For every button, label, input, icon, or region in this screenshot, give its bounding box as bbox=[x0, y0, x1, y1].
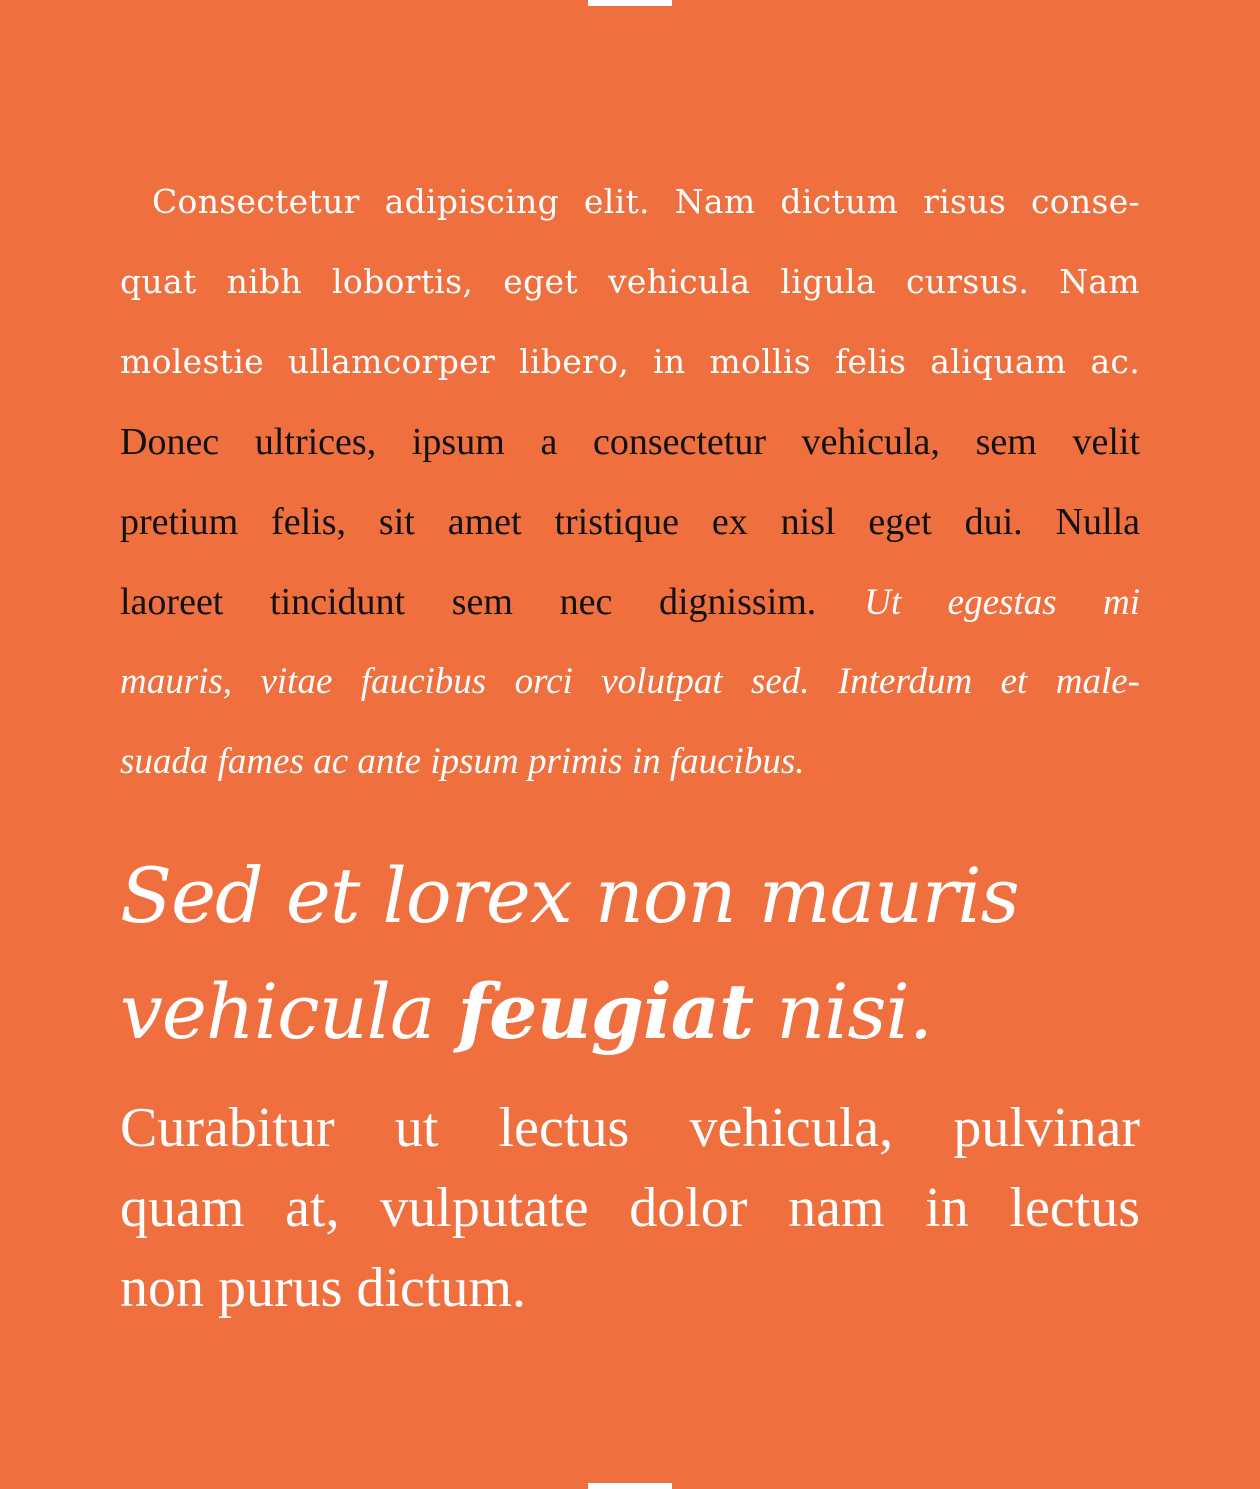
italic-text: suada fames ac ante ipsum primis in faucibus. bbox=[120, 741, 805, 782]
light-text: Consectetur adipiscing elit. Nam dictum risus conse- bbox=[152, 182, 1140, 221]
bottom-edge-marker bbox=[588, 1483, 672, 1489]
paragraph-line bbox=[120, 562, 1140, 642]
top-edge-marker bbox=[588, 0, 672, 6]
italic-text: mauris, vitae faucibus orci volutpat sed. Interdum et male- bbox=[120, 661, 1140, 702]
heading-bold-word: feugiat bbox=[457, 967, 754, 1056]
italic-text: Ut egestas mi bbox=[864, 582, 1140, 623]
heading-text: vehicula bbox=[120, 967, 458, 1056]
dark-text: laoreet tincidunt sem nec dignissim. bbox=[120, 581, 817, 623]
heading-line-2 bbox=[120, 954, 1160, 1070]
heading-line-1: Sed et lorex non mauris bbox=[120, 851, 1019, 940]
dark-text: Donec ultrices, ipsum a consectetur vehicula, sem velit bbox=[120, 421, 1140, 463]
body-paragraph bbox=[120, 162, 1140, 802]
closing-line: quam at, vulputate dolor nam in lectus bbox=[120, 1177, 1140, 1239]
paragraph-line bbox=[120, 402, 1140, 482]
closing-paragraph bbox=[120, 1088, 1160, 1328]
closing-line: Curabitur ut lectus vehicula, pulvinar bbox=[120, 1097, 1140, 1159]
italic-heading bbox=[120, 838, 1160, 1070]
heading-text: nisi. bbox=[753, 967, 933, 1056]
paragraph-line bbox=[120, 482, 1140, 562]
paragraph-line bbox=[120, 642, 1140, 722]
dark-text: pretium felis, sit amet tristique ex nisl eget dui. Nulla bbox=[120, 501, 1140, 543]
paragraph-line bbox=[120, 322, 1140, 402]
light-text: quat nibh lobortis, eget vehicula ligula cursus. Nam bbox=[120, 262, 1140, 301]
closing-line: non purus dictum. bbox=[120, 1257, 526, 1319]
paragraph-line bbox=[120, 722, 1140, 802]
paragraph-line bbox=[120, 242, 1140, 322]
light-text: molestie ullamcorper libero, in mollis felis aliquam ac. bbox=[120, 342, 1140, 381]
paragraph-line bbox=[120, 162, 1140, 242]
